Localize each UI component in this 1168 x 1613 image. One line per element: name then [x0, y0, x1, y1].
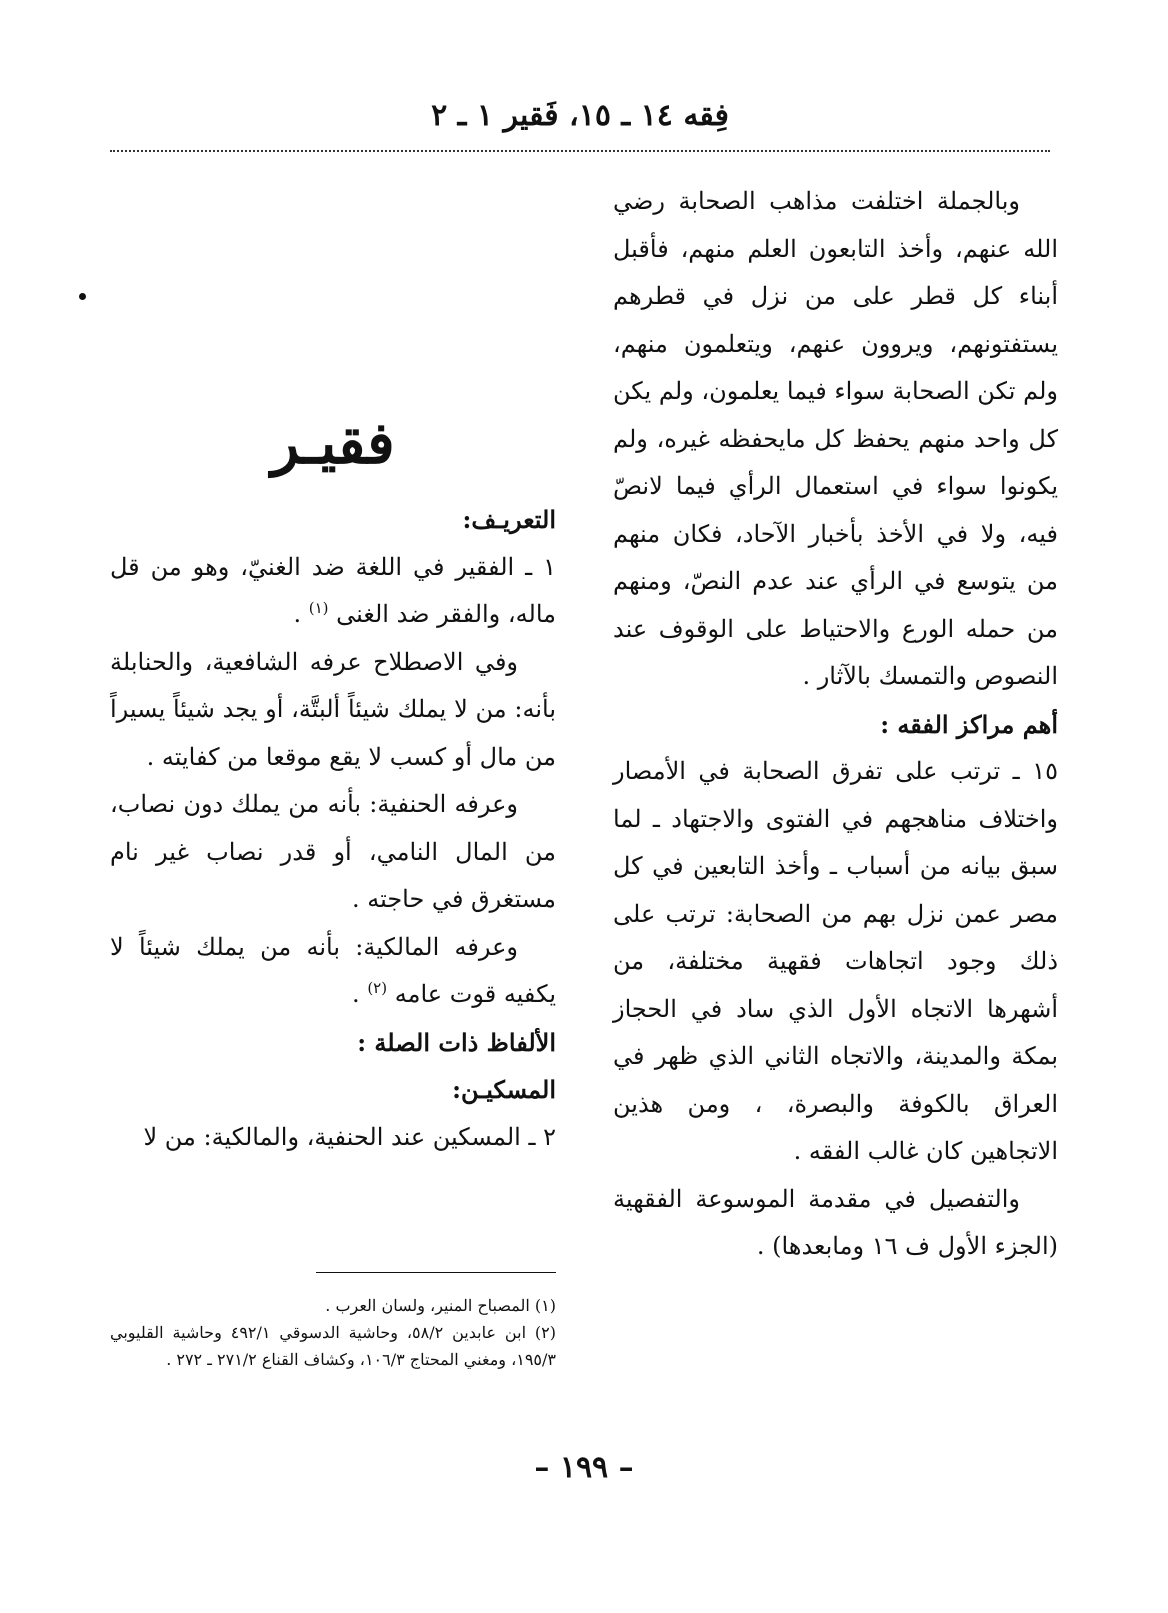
- maliki-text: وعرفه المالكية: بأنه من يملك شيئاً لا يكفيه قوت عامه: [110, 932, 556, 1008]
- footnote-2: (٢) ابن عابدين ٥٨/٢، وحاشية الدسوقي ٤٩٢/١ وحاشية القليوبي ١٩٥/٣، ومغني المحتاج ١٠٦/٣، وكشاف القناع ٢٧١/٢ ـ ٢٧٢ .: [110, 1323, 557, 1369]
- footnotes: [110, 1292, 556, 1373]
- footnote-ref-2: (٢): [367, 979, 388, 997]
- right-column: [613, 178, 1058, 1271]
- paragraph-details: والتفصيل في مقدمة الموسوعة الفقهية (الجزء الأول ف ١٦ ومابعدها) .: [613, 1184, 1058, 1260]
- margin-dot: [79, 293, 86, 300]
- footnote-ref-1: (١): [308, 599, 329, 617]
- header-dotted-rule: [110, 150, 1050, 152]
- heading-fiqh-centers: أهم مراكز الفقه :: [880, 709, 1058, 739]
- page-number: – ١٩٩ –: [534, 1450, 634, 1485]
- definition-1-end: .: [293, 600, 302, 628]
- paragraph-shafii-hanbali: وفي الاصطلاح عرفه الشافعية، والحنابلة بأنه: من لا يملك شيئاً ألبتَّة، أو يجد شيئاً يسيراً من مال أو كسب لا يقع موقعا من كفايته .: [110, 647, 557, 771]
- heading-related-terms: الألفاظ ذات الصلة :: [357, 1027, 556, 1057]
- paragraph-definition-1: [110, 544, 556, 639]
- paragraph-15: ١٥ ـ ترتب على تفرق الصحابة في الأمصار واختلاف مناهجهم في الفتوى والاجتهاد ـ لما سبق بيانه من أسباب ـ وأخذ التابعين في كل مصر عمن نزل بهم من الصحابة: ترتب على ذلك وجود اتجاهات فقهية مختلفة، من أشهرها الاتجاه الأول الذي ساد في الحجاز بمكة والمدينة، والاتجاه الثاني الذي ظهر في العراق بالكوفة والبصرة، ، ومن هذين الاتجاهين كان غالب الفقه .: [613, 757, 1058, 1165]
- paragraph-maliki: [110, 924, 556, 1019]
- footnote-1: (١) المصباح المنير، ولسان العرب .: [325, 1296, 556, 1315]
- heading-miskeen: المسكيـن:: [452, 1075, 556, 1104]
- paragraph-miskeen: ٢ ـ المسكين عند الحنفية، والمالكية: من لا: [143, 1122, 556, 1151]
- maliki-end: .: [352, 980, 360, 1008]
- footnote-divider: [316, 1272, 556, 1273]
- article-title: فقيـر: [271, 409, 395, 477]
- definition-1-text: ١ ـ الفقير في اللغة ضد الغنيّ، وهو من قل ماله، والفقر ضد الغنى: [110, 552, 556, 628]
- paragraph-hanafi: وعرفه الحنفية: بأنه من يملك دون نصاب، من المال النامي، أو قدر نصاب غير نام مستغرق في حاجته .: [110, 790, 556, 913]
- heading-definition: التعريـف:: [462, 505, 556, 534]
- left-column: [110, 178, 556, 1161]
- paragraph-sahaba: وبالجملة اختلفت مذاهب الصحابة رضي الله عنهم، وأخذ التابعون العلم منهم، فأقبل أبناء كل قطر على من نزل في قطرهم يستفتونهم، ويروون عنهم، ويتعلمون منهم، ولم تكن الصحابة سواء فيما يعلمون، ولم يكن كل واحد منهم يحفظ كل مايحفظه غيره، ولم يكونوا سواء في استعمال الرأي فيما لانصّ فيه، ولا في الأخذ بأخبار الآحاد، فكان منهم من يتوسع في الرأي عند عدم النصّ، ومنهم من حمله الورع والاحتياط على الوقوف عند النصوص والتمسك بالآثار .: [613, 187, 1058, 690]
- running-header: فِقه ١٤ ـ ١٥، فَقير ١ ـ ٢: [431, 98, 729, 133]
